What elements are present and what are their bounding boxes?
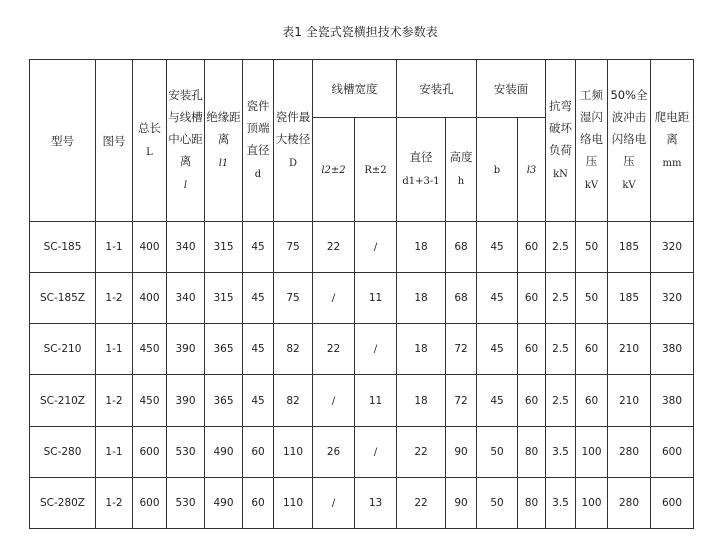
cell-max-rib: 82 — [274, 324, 313, 375]
cell-max-rib: 110 — [274, 477, 313, 528]
cell-creepage: 380 — [651, 324, 694, 375]
cell-groove-width-r: / — [355, 426, 397, 477]
cell-insulation: 365 — [205, 324, 243, 375]
cell-wet-flashover: 100 — [576, 426, 608, 477]
col-header-bending: 抗弯破坏负荷 kN — [546, 60, 576, 222]
group-header-install-surface: 安装面 — [477, 60, 546, 118]
cell-wet-flashover: 60 — [576, 324, 608, 375]
col-header-hole-center: 安装孔与线槽中心距离 l — [167, 60, 205, 222]
cell-bending: 2.5 — [546, 222, 576, 273]
cell-bending: 2.5 — [546, 324, 576, 375]
cell-hole-center: 530 — [167, 477, 205, 528]
cell-creepage: 320 — [651, 222, 694, 273]
cell-hole-diameter: 18 — [397, 375, 446, 426]
cell-model: SC-280Z — [30, 477, 96, 528]
cell-creepage: 320 — [651, 273, 694, 324]
cell-hole-diameter: 18 — [397, 324, 446, 375]
cell-figure: 1-1 — [96, 222, 133, 273]
cell-surface-b: 50 — [477, 426, 518, 477]
cell-groove-width-r: / — [355, 222, 397, 273]
col-header-hole-diameter: 直径 d1+3-1 — [397, 118, 446, 222]
table-row — [30, 375, 694, 426]
cell-creepage: 600 — [651, 477, 694, 528]
col-header-wet-flashover: 工频湿闪络电压 kV — [576, 60, 608, 222]
cell-model: SC-210Z — [30, 375, 96, 426]
header-row-top — [30, 60, 694, 118]
cell-figure: 1-2 — [96, 375, 133, 426]
col-header-surface-l3: l3 — [518, 118, 546, 222]
cell-insulation: 490 — [205, 477, 243, 528]
cell-impulse-flashover: 280 — [608, 426, 651, 477]
cell-hole-height: 72 — [446, 324, 477, 375]
cell-max-rib: 75 — [274, 222, 313, 273]
cell-surface-l3: 60 — [518, 375, 546, 426]
cell-total-length: 400 — [133, 273, 167, 324]
cell-surface-l3: 60 — [518, 273, 546, 324]
cell-hole-diameter: 22 — [397, 477, 446, 528]
table-row — [30, 426, 694, 477]
cell-top-diameter: 45 — [243, 324, 274, 375]
cell-insulation: 315 — [205, 273, 243, 324]
col-header-model: 型号 — [30, 60, 96, 222]
cell-insulation: 365 — [205, 375, 243, 426]
cell-impulse-flashover: 185 — [608, 222, 651, 273]
cell-total-length: 600 — [133, 426, 167, 477]
cell-hole-height: 90 — [446, 477, 477, 528]
cell-groove-width-l2: / — [313, 477, 355, 528]
cell-impulse-flashover: 185 — [608, 273, 651, 324]
cell-impulse-flashover: 280 — [608, 477, 651, 528]
cell-surface-b: 50 — [477, 477, 518, 528]
col-header-max-rib: 瓷件最大棱径 D — [274, 60, 313, 222]
col-header-hole-height: 高度 h — [446, 118, 477, 222]
cell-hole-diameter: 22 — [397, 426, 446, 477]
cell-surface-l3: 80 — [518, 426, 546, 477]
cell-figure: 1-1 — [96, 426, 133, 477]
cell-hole-center: 340 — [167, 222, 205, 273]
cell-model: SC-210 — [30, 324, 96, 375]
cell-hole-center: 340 — [167, 273, 205, 324]
cell-creepage: 600 — [651, 426, 694, 477]
cell-wet-flashover: 50 — [576, 222, 608, 273]
cell-total-length: 600 — [133, 477, 167, 528]
cell-surface-b: 45 — [477, 324, 518, 375]
cell-max-rib: 75 — [274, 273, 313, 324]
col-header-surface-b: b — [477, 118, 518, 222]
cell-top-diameter: 45 — [243, 375, 274, 426]
cell-top-diameter: 45 — [243, 273, 274, 324]
cell-impulse-flashover: 210 — [608, 324, 651, 375]
table-row — [30, 273, 694, 324]
cell-creepage: 380 — [651, 375, 694, 426]
col-header-top-diameter: 瓷件顶端直径 d — [243, 60, 274, 222]
cell-surface-b: 45 — [477, 375, 518, 426]
cell-wet-flashover: 60 — [576, 375, 608, 426]
cell-groove-width-l2: 22 — [313, 222, 355, 273]
cell-wet-flashover: 100 — [576, 477, 608, 528]
cell-groove-width-r: 11 — [355, 375, 397, 426]
cell-max-rib: 110 — [274, 426, 313, 477]
cell-surface-l3: 80 — [518, 477, 546, 528]
cell-hole-center: 390 — [167, 375, 205, 426]
cell-surface-b: 45 — [477, 222, 518, 273]
cell-hole-height: 68 — [446, 273, 477, 324]
cell-hole-height: 90 — [446, 426, 477, 477]
cell-groove-width-r: / — [355, 324, 397, 375]
cell-figure: 1-1 — [96, 324, 133, 375]
cell-groove-width-l2: / — [313, 273, 355, 324]
cell-insulation: 490 — [205, 426, 243, 477]
table-row — [30, 477, 694, 528]
cell-max-rib: 82 — [274, 375, 313, 426]
cell-model: SC-185Z — [30, 273, 96, 324]
group-header-install-hole: 安装孔 — [397, 60, 477, 118]
cell-hole-center: 390 — [167, 324, 205, 375]
table-row — [30, 222, 694, 273]
cell-groove-width-l2: 22 — [313, 324, 355, 375]
cell-bending: 2.5 — [546, 375, 576, 426]
cell-bending: 2.5 — [546, 273, 576, 324]
cell-surface-l3: 60 — [518, 222, 546, 273]
cell-surface-b: 45 — [477, 273, 518, 324]
cell-bending: 3.5 — [546, 426, 576, 477]
cell-top-diameter: 60 — [243, 426, 274, 477]
col-header-figure: 图号 — [96, 60, 133, 222]
cell-model: SC-185 — [30, 222, 96, 273]
col-header-total-length: 总长 L — [133, 60, 167, 222]
cell-insulation: 315 — [205, 222, 243, 273]
col-header-insulation: 绝缘距离 l1 — [205, 60, 243, 222]
cell-hole-diameter: 18 — [397, 273, 446, 324]
cell-hole-diameter: 18 — [397, 222, 446, 273]
col-header-impulse-flashover: 50%全波冲击闪络电压 kV — [608, 60, 651, 222]
cell-model: SC-280 — [30, 426, 96, 477]
cell-groove-width-r: 13 — [355, 477, 397, 528]
group-header-groove-width: 线槽宽度 — [313, 60, 397, 118]
cell-total-length: 450 — [133, 324, 167, 375]
cell-hole-center: 530 — [167, 426, 205, 477]
cell-impulse-flashover: 210 — [608, 375, 651, 426]
cell-groove-width-r: 11 — [355, 273, 397, 324]
cell-figure: 1-2 — [96, 477, 133, 528]
page-title: 表1 全瓷式瓷横担技术参数表 — [282, 25, 438, 39]
cell-top-diameter: 60 — [243, 477, 274, 528]
cell-bending: 3.5 — [546, 477, 576, 528]
cell-groove-width-l2: 26 — [313, 426, 355, 477]
cell-total-length: 450 — [133, 375, 167, 426]
col-header-creepage: 爬电距离 mm — [651, 60, 694, 222]
table-row — [30, 324, 694, 375]
col-header-groove-r: R±2 — [355, 118, 397, 222]
cell-top-diameter: 45 — [243, 222, 274, 273]
cell-figure: 1-2 — [96, 273, 133, 324]
cell-hole-height: 72 — [446, 375, 477, 426]
cell-groove-width-l2: / — [313, 375, 355, 426]
col-header-groove-l2: l2±2 — [313, 118, 355, 222]
cell-hole-height: 68 — [446, 222, 477, 273]
spec-table — [29, 59, 694, 529]
cell-total-length: 400 — [133, 222, 167, 273]
cell-wet-flashover: 50 — [576, 273, 608, 324]
spec-table-body — [30, 222, 694, 529]
cell-surface-l3: 60 — [518, 324, 546, 375]
